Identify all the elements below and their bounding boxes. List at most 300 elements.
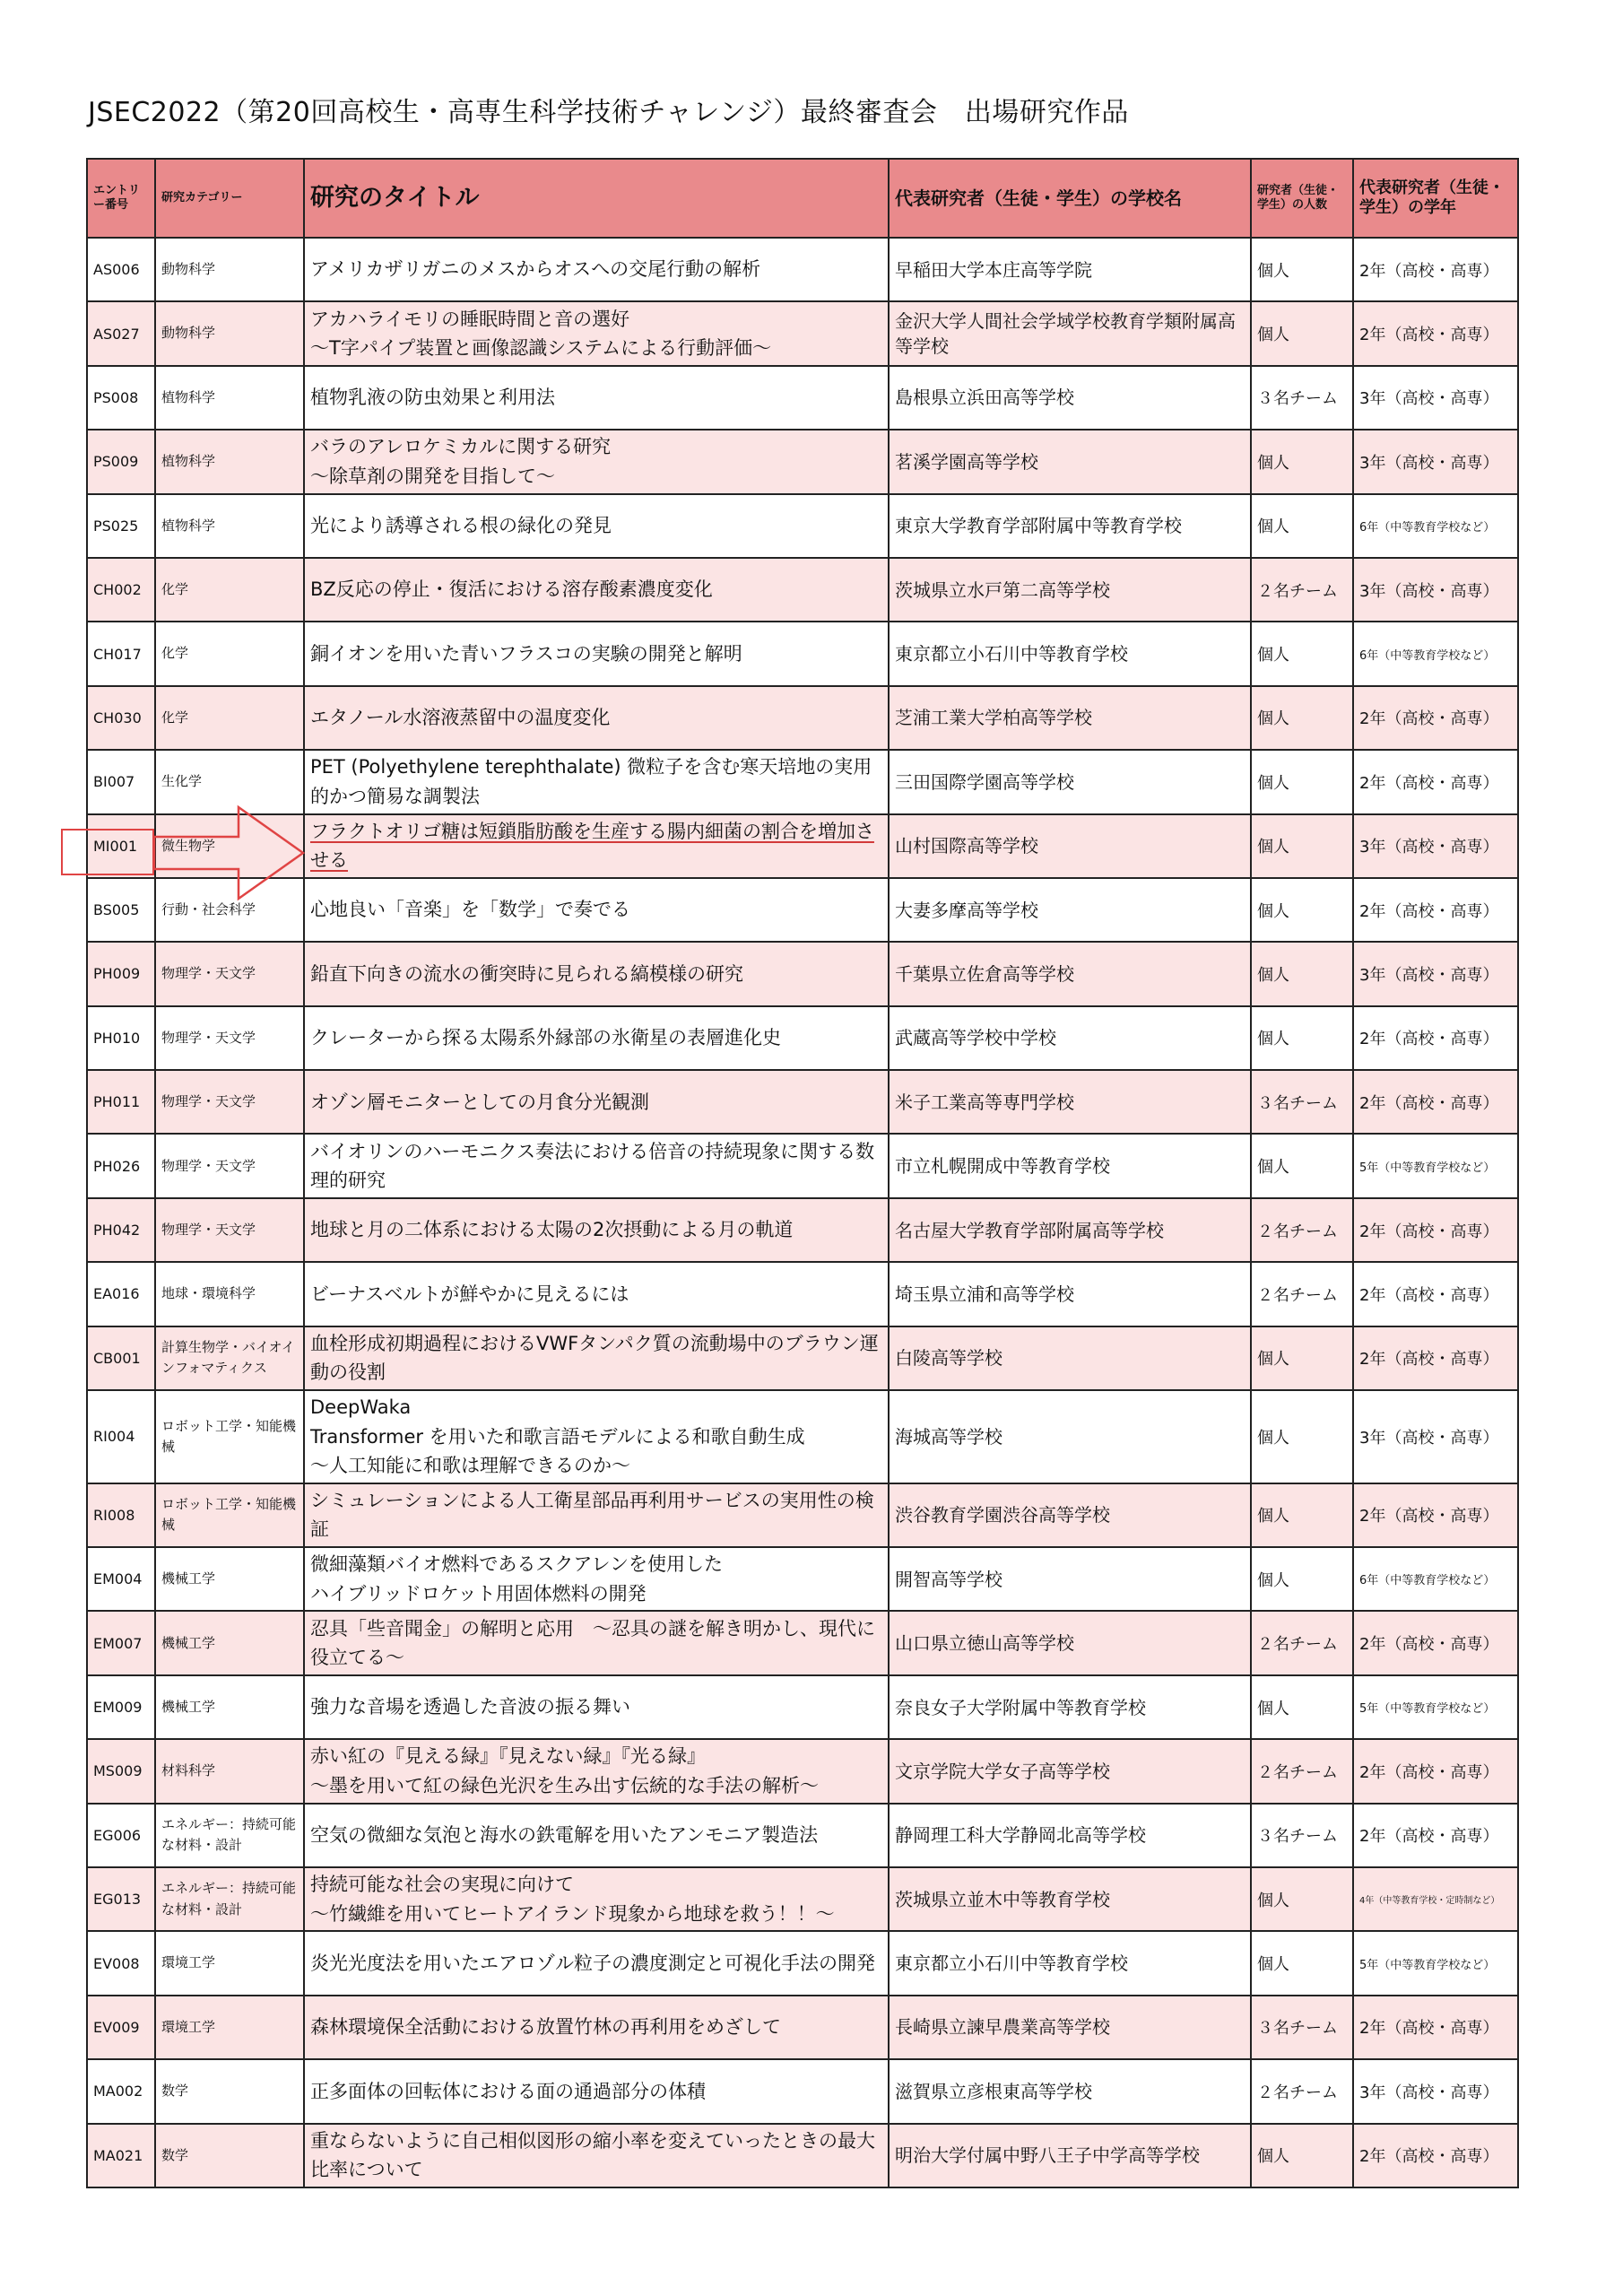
table-row <box>87 1326 1518 1390</box>
research-title-text: DeepWaka Transformer を用いた和歌言語モデルによる和歌自動生成 ～人工知能に和歌は理解できるのか～ <box>310 1396 805 1477</box>
research-category <box>155 1134 304 1197</box>
research-category <box>155 1867 304 1931</box>
research-category-text: 機械工学 <box>161 1698 216 1715</box>
member-count-text: 個人 <box>1257 709 1289 729</box>
table-row <box>87 622 1518 685</box>
research-title-text: バイオリンのハーモニクス奏法における倍音の持続現象に関する数理的研究 <box>310 1140 875 1192</box>
table-row <box>87 1996 1518 2059</box>
member-count <box>1251 301 1353 365</box>
grade-level <box>1353 2059 1518 2123</box>
research-category <box>155 1262 304 1326</box>
table-row <box>87 301 1518 365</box>
entry-id-text: EA016 <box>93 1285 140 1303</box>
research-title <box>304 1390 889 1483</box>
research-title <box>304 750 889 813</box>
member-count-text: 個人 <box>1257 517 1289 537</box>
table-row <box>87 1931 1518 1995</box>
entry-id <box>87 1867 155 1931</box>
entry-id-text: PS025 <box>93 517 139 535</box>
member-count-text: 個人 <box>1257 901 1289 921</box>
school-name-text: 白陵高等学校 <box>895 1347 1002 1370</box>
member-count <box>1251 1675 1353 1739</box>
research-title-text: 正多面体の回転体における面の通過部分の体積 <box>310 2080 706 2102</box>
research-title <box>304 1996 889 2059</box>
member-count <box>1251 366 1353 430</box>
research-title <box>304 622 889 685</box>
table-row <box>87 1134 1518 1197</box>
school-name-text: 文京学院大学女子高等学校 <box>895 1760 1110 1782</box>
research-category-text: 材料科学 <box>161 1762 216 1779</box>
member-count-text: 個人 <box>1257 838 1289 857</box>
research-category-text: 微生物学 <box>161 837 216 854</box>
entry-id-text: RI004 <box>93 1428 135 1446</box>
research-title <box>304 1804 889 1867</box>
entry-id-text: EM009 <box>93 1699 143 1717</box>
entry-id-text: BI007 <box>93 773 135 791</box>
entry-id <box>87 1739 155 1803</box>
table-row <box>87 1006 1518 1070</box>
grade-level <box>1353 1326 1518 1390</box>
member-count-text: 個人 <box>1257 1158 1289 1178</box>
research-category-text: 地球・環境科学 <box>161 1285 256 1302</box>
research-category-text: 植物科学 <box>161 517 216 534</box>
entry-id-text: PS009 <box>93 453 139 471</box>
school-name <box>889 1134 1251 1197</box>
school-name <box>889 2059 1251 2123</box>
school-name-text: 島根県立浜田高等学校 <box>895 387 1074 409</box>
page-title: JSEC2022（第20回高校生・高専生科学技術チャレンジ）最終審査会 出場研究作品 <box>88 97 1129 128</box>
member-count-text: ２名チーム <box>1257 1762 1338 1782</box>
school-name-text: 千葉県立佐倉高等学校 <box>895 962 1074 985</box>
research-category <box>155 1198 304 1262</box>
school-name <box>889 750 1251 813</box>
grade-level-text: 2年（高校・高専） <box>1359 1285 1499 1305</box>
research-title <box>304 1326 889 1390</box>
grade-level <box>1353 1390 1518 1483</box>
grade-level <box>1353 1070 1518 1134</box>
research-title <box>304 2059 889 2123</box>
research-title <box>304 878 889 942</box>
entry-id <box>87 1326 155 1390</box>
member-count <box>1251 942 1353 1005</box>
research-category <box>155 238 304 301</box>
grade-level-text: 4年（中等教育学校・定時制など） <box>1359 1896 1500 1907</box>
research-category <box>155 1804 304 1867</box>
research-category <box>155 558 304 622</box>
grade-level-text: 2年（高校・高専） <box>1359 773 1499 793</box>
research-title-text: ビーナスベルトが鮮やかに見えるには <box>310 1283 629 1305</box>
grade-level-text: 3年（高校・高専） <box>1359 2083 1499 2102</box>
research-category-text: 化学 <box>161 709 189 726</box>
entry-id <box>87 2124 155 2187</box>
member-count <box>1251 1739 1353 1803</box>
research-title <box>304 1867 889 1931</box>
research-category-text: 数学 <box>161 2083 189 2100</box>
arrow-right-icon <box>152 804 305 902</box>
grade-level-text: 5年（中等教育学校など） <box>1359 1958 1496 1972</box>
school-name <box>889 1483 1251 1547</box>
research-category <box>155 1006 304 1070</box>
school-name-text: 金沢大学人間社会学域学校教育学類附属高等学校 <box>895 310 1236 358</box>
research-title-text: 持続可能な社会の実現に向けて ～竹繊維を用いてヒートアイランド現象から地球を救う！！～ <box>310 1874 835 1925</box>
table-row <box>87 366 1518 430</box>
entry-id <box>87 1996 155 2059</box>
member-count <box>1251 1262 1353 1326</box>
research-title-text: エタノール水溶液蒸留中の温度変化 <box>310 707 611 729</box>
member-count <box>1251 1070 1353 1134</box>
school-name-text: 武蔵高等学校中学校 <box>895 1027 1056 1049</box>
grade-level-text: 6年（中等教育学校など） <box>1359 1574 1496 1588</box>
school-name <box>889 622 1251 685</box>
entry-id-text: MA021 <box>93 2146 143 2164</box>
entry-id <box>87 1804 155 1867</box>
research-category-text: 環境工学 <box>161 1954 216 1971</box>
member-count-text: 個人 <box>1257 2147 1289 2167</box>
research-category-text: 植物科学 <box>161 453 216 470</box>
member-count <box>1251 1867 1353 1931</box>
school-name <box>889 1931 1251 1995</box>
entries-table <box>86 158 1519 2188</box>
research-category <box>155 1483 304 1547</box>
research-title-text: バラのアレロケミカルに関する研究 ～除草剤の開発を目指して～ <box>310 436 612 487</box>
table-row <box>87 2124 1518 2187</box>
grade-level <box>1353 1611 1518 1674</box>
grade-level <box>1353 942 1518 1005</box>
entry-id-text: PH010 <box>93 1029 141 1047</box>
table-row <box>87 942 1518 1005</box>
school-name-text: 東京大学教育学部附属中等教育学校 <box>895 515 1182 537</box>
research-title-text: 強力な音場を透過した音波の振る舞い <box>310 1696 630 1718</box>
grade-level-text: 3年（高校・高専） <box>1359 965 1499 985</box>
entry-id <box>87 366 155 430</box>
entry-id-text: EG013 <box>93 1891 142 1909</box>
school-name-text: 東京都立小石川中等教育学校 <box>895 643 1128 665</box>
header-grade: 代表研究者（生徒・学生）の学年 <box>1353 159 1518 238</box>
grade-level-text: 2年（高校・高専） <box>1359 2147 1499 2167</box>
entry-id <box>87 1070 155 1134</box>
research-title <box>304 558 889 622</box>
research-category-text: 物理学・天文学 <box>161 1157 256 1174</box>
entry-id-text: MI001 <box>93 837 138 855</box>
school-name-text: 米子工業高等専門学校 <box>895 1091 1074 1113</box>
research-category-text: 生化学 <box>161 773 203 790</box>
research-category-text: 植物科学 <box>161 388 216 405</box>
research-title-text: BZ反応の停止・復活における溶存酸素濃度変化 <box>310 578 713 601</box>
entry-id <box>87 301 155 365</box>
research-title <box>304 1006 889 1070</box>
school-name-text: 開智高等学校 <box>895 1568 1002 1590</box>
entry-id <box>87 238 155 301</box>
member-count-text: 個人 <box>1257 453 1289 473</box>
entry-id <box>87 878 155 942</box>
member-count <box>1251 814 1353 878</box>
research-title <box>304 1547 889 1611</box>
research-title <box>304 2124 889 2187</box>
member-count-text: 個人 <box>1257 1428 1289 1448</box>
research-category <box>155 1996 304 2059</box>
research-category-text: 化学 <box>161 645 189 662</box>
school-name <box>889 686 1251 750</box>
grade-level-text: 2年（高校・高専） <box>1359 326 1499 345</box>
highlight-box <box>61 829 154 875</box>
entry-id <box>87 1931 155 1995</box>
table-row <box>87 558 1518 622</box>
research-category <box>155 494 304 558</box>
research-category-text: 機械工学 <box>161 1634 216 1651</box>
member-count-text: 個人 <box>1257 1699 1289 1718</box>
entry-id-text: EM004 <box>93 1570 143 1588</box>
grade-level <box>1353 1739 1518 1803</box>
member-count <box>1251 622 1353 685</box>
grade-level-text: 5年（中等教育学校など） <box>1359 1702 1496 1717</box>
research-title-text: 空気の微細な気泡と海水の鉄電解を用いたアンモニア製造法 <box>310 1824 819 1847</box>
school-name-text: 大妻多摩高等学校 <box>895 899 1038 921</box>
research-title-text: 微細藻類バイオ燃料であるスクアレンを使用した ハイブリッドロケット用固体燃料の開発 <box>310 1553 724 1605</box>
grade-level-text: 3年（高校・高専） <box>1359 838 1499 857</box>
grade-level-text: 3年（高校・高専） <box>1359 389 1499 409</box>
member-count-text: 個人 <box>1257 1507 1289 1526</box>
research-category <box>155 1070 304 1134</box>
table-row <box>87 1547 1518 1611</box>
school-name <box>889 1611 1251 1674</box>
research-title-text: 地球と月の二体系における太陽の2次摂動による月の軌道 <box>310 1219 794 1241</box>
research-category <box>155 2059 304 2123</box>
research-category-text: 数学 <box>161 2146 189 2163</box>
grade-level <box>1353 238 1518 301</box>
grade-level <box>1353 1262 1518 1326</box>
school-name <box>889 1547 1251 1611</box>
member-count <box>1251 1931 1353 1995</box>
research-title <box>304 1134 889 1197</box>
grade-level <box>1353 1867 1518 1931</box>
research-category-text: エネルギー：持続可能な材料・設計 <box>161 1816 297 1854</box>
member-count-text: ３名チーム <box>1257 389 1338 409</box>
grade-level-text: 2年（高校・高専） <box>1359 1507 1499 1526</box>
grade-level <box>1353 1996 1518 2059</box>
member-count-text: 個人 <box>1257 326 1289 345</box>
entry-id-text: CB001 <box>93 1349 141 1367</box>
member-count <box>1251 1006 1353 1070</box>
research-title-text: アメリカザリガニのメスからオスへの交尾行動の解析 <box>310 258 761 281</box>
school-name-text: 市立札幌開成中等教育学校 <box>895 1155 1110 1178</box>
entry-id <box>87 1198 155 1262</box>
grade-level-text: 2年（高校・高専） <box>1359 1350 1499 1370</box>
entry-id-text: PH026 <box>93 1157 141 1175</box>
header-title: 研究のタイトル <box>304 159 889 238</box>
school-name-text: 山口県立徳山高等学校 <box>895 1632 1074 1655</box>
table-row <box>87 1483 1518 1547</box>
member-count-text: 個人 <box>1257 1350 1289 1370</box>
research-title <box>304 1070 889 1134</box>
grade-level <box>1353 1804 1518 1867</box>
research-category-text: ロボット工学・知能機械 <box>161 1496 297 1534</box>
table-row <box>87 1262 1518 1326</box>
table-body <box>87 238 1518 2187</box>
entry-id-text: CH017 <box>93 645 142 663</box>
member-count-text: ２名チーム <box>1257 1635 1338 1655</box>
member-count <box>1251 1483 1353 1547</box>
table-row <box>87 1390 1518 1483</box>
research-title <box>304 430 889 493</box>
member-count <box>1251 750 1353 813</box>
research-title-text: 光により誘導される根の緑化の発見 <box>310 514 612 536</box>
research-title-text: 炎光光度法を用いたエアロゾル粒子の濃度測定と可視化手法の開発 <box>310 1952 875 1974</box>
grade-level-text: 3年（高校・高専） <box>1359 581 1499 601</box>
research-title <box>304 942 889 1005</box>
school-name <box>889 1070 1251 1134</box>
member-count <box>1251 238 1353 301</box>
grade-level <box>1353 2124 1518 2187</box>
table-row <box>87 1675 1518 1739</box>
entry-id-text: RI008 <box>93 1506 135 1524</box>
entry-id <box>87 622 155 685</box>
research-title-text: 心地良い「音楽」を「数学」で奏でる <box>310 899 630 921</box>
school-name <box>889 1867 1251 1931</box>
member-count-text: ２名チーム <box>1257 2083 1338 2102</box>
school-name <box>889 558 1251 622</box>
table-row <box>87 686 1518 750</box>
research-category-text: 物理学・天文学 <box>161 965 256 982</box>
research-title <box>304 1739 889 1803</box>
research-category <box>155 686 304 750</box>
entry-id-text: PH042 <box>93 1222 141 1239</box>
school-name <box>889 1675 1251 1739</box>
research-category <box>155 366 304 430</box>
research-category-text: 物理学・天文学 <box>161 1029 256 1046</box>
research-title-text: オゾン層モニターとしての月食分光観測 <box>310 1091 649 1113</box>
research-category <box>155 1547 304 1611</box>
member-count-text: 個人 <box>1257 773 1289 793</box>
entry-id-text: CH002 <box>93 581 142 599</box>
research-title-text: 赤い紅の『見える緑』『見えない緑』『光る緑』 ～墨を用いて紅の緑色光沢を生み出す伝統的な手法の解析～ <box>310 1745 819 1796</box>
member-count-text: ３名チーム <box>1257 2019 1338 2039</box>
table-row <box>87 1070 1518 1134</box>
header-entry-no: エントリー番号 <box>87 159 155 238</box>
member-count <box>1251 1198 1353 1262</box>
entry-id-text: CH030 <box>93 709 142 726</box>
school-name-text: 芝浦工業大学柏高等学校 <box>895 707 1092 729</box>
research-category <box>155 301 304 365</box>
entry-id <box>87 430 155 493</box>
grade-level-text: 2年（高校・高専） <box>1359 709 1499 729</box>
school-name <box>889 1198 1251 1262</box>
research-category <box>155 1739 304 1803</box>
research-category-text: 動物科学 <box>161 261 216 278</box>
table-row <box>87 1804 1518 1867</box>
research-title <box>304 1483 889 1547</box>
grade-level <box>1353 1547 1518 1611</box>
entry-id-text: PH011 <box>93 1093 141 1111</box>
grade-level-text: 5年（中等教育学校など） <box>1359 1161 1496 1175</box>
school-name-text: 山村国際高等学校 <box>895 835 1038 857</box>
school-name <box>889 430 1251 493</box>
research-title-text: シミュレーションによる人工衛星部品再利用サービスの実用性の検証 <box>310 1489 874 1541</box>
research-title <box>304 1198 889 1262</box>
research-title-text: 忍具「些音聞金」の解明と応用 ～忍具の謎を解き明かし、現代に役立てる～ <box>310 1617 875 1669</box>
member-count <box>1251 878 1353 942</box>
research-title <box>304 301 889 365</box>
table-row <box>87 238 1518 301</box>
member-count-text: ２名チーム <box>1257 1285 1338 1305</box>
school-name <box>889 494 1251 558</box>
member-count <box>1251 1134 1353 1197</box>
research-title <box>304 366 889 430</box>
school-name-text: 名古屋大学教育学部附属高等学校 <box>895 1219 1164 1241</box>
research-category <box>155 1611 304 1674</box>
grade-level-text: 3年（高校・高専） <box>1359 453 1499 473</box>
research-category-text: エネルギー：持続可能な材料・設計 <box>161 1880 297 1918</box>
table-row <box>87 1867 1518 1931</box>
grade-level-text: 2年（高校・高専） <box>1359 261 1499 281</box>
research-title-text: 鉛直下向きの流水の衝突時に見られる縞模様の研究 <box>310 962 743 985</box>
member-count-text: ２名チーム <box>1257 581 1338 601</box>
research-title <box>304 238 889 301</box>
entry-id-text: MS009 <box>93 1762 143 1780</box>
member-count-text: 個人 <box>1257 1030 1289 1049</box>
research-title-text: PET (Polyethylene terephthalate) 微粒子を含む寒天培地の実用的かつ簡易な調製法 <box>310 756 872 807</box>
research-title <box>304 1611 889 1674</box>
research-title-text: アカハライモリの睡眠時間と音の選好 ～T字パイプ装置と画像認識システムによる行動評価～ <box>310 308 772 360</box>
entry-id <box>87 1483 155 1547</box>
grade-level <box>1353 622 1518 685</box>
header-school: 代表研究者（生徒・学生）の学校名 <box>889 159 1251 238</box>
research-category <box>155 942 304 1005</box>
school-name <box>889 1326 1251 1390</box>
member-count-text: 個人 <box>1257 1891 1289 1910</box>
school-name-text: 茗溪学園高等学校 <box>895 450 1038 473</box>
member-count-text: 個人 <box>1257 1955 1289 1975</box>
member-count-text: 個人 <box>1257 1570 1289 1590</box>
entry-id <box>87 1547 155 1611</box>
member-count <box>1251 2059 1353 2123</box>
grade-level <box>1353 1006 1518 1070</box>
school-name <box>889 1390 1251 1483</box>
research-category-text: 環境工学 <box>161 2018 216 2035</box>
grade-level <box>1353 686 1518 750</box>
grade-level <box>1353 1134 1518 1197</box>
research-title <box>304 1931 889 1995</box>
grade-level-text: 2年（高校・高専） <box>1359 1093 1499 1113</box>
grade-level <box>1353 1931 1518 1995</box>
school-name <box>889 1996 1251 2059</box>
research-category <box>155 1931 304 1995</box>
research-category-text: 物理学・天文学 <box>161 1221 256 1238</box>
entry-id-text: PS008 <box>93 388 139 406</box>
school-name-text: 渋谷教育学園渋谷高等学校 <box>895 1504 1110 1526</box>
research-title-text: 森林環境保全活動における放置竹林の再利用をめざして <box>310 2016 781 2039</box>
grade-level-text: 2年（高校・高専） <box>1359 901 1499 921</box>
research-category <box>155 1675 304 1739</box>
member-count-text: 個人 <box>1257 646 1289 665</box>
school-name <box>889 301 1251 365</box>
school-name-text: 滋賀県立彦根東高等学校 <box>895 2080 1092 2102</box>
school-name-text: 東京都立小石川中等教育学校 <box>895 1952 1128 1975</box>
header-members: 研究者（生徒・学生）の人数 <box>1251 159 1353 238</box>
member-count <box>1251 1804 1353 1867</box>
research-title <box>304 686 889 750</box>
table-row <box>87 2059 1518 2123</box>
research-title <box>304 1262 889 1326</box>
school-name-text: 三田国際学園高等学校 <box>895 770 1074 793</box>
grade-level <box>1353 430 1518 493</box>
table-row <box>87 1739 1518 1803</box>
entry-id <box>87 494 155 558</box>
member-count-text: ２名チーム <box>1257 1222 1338 1241</box>
grade-level <box>1353 878 1518 942</box>
grade-level-text: 2年（高校・高専） <box>1359 1222 1499 1241</box>
research-title-text: フラクトオリゴ糖は短鎖脂肪酸を生産する腸内細菌の割合を増加させる <box>310 820 874 872</box>
member-count-text: 個人 <box>1257 965 1289 985</box>
